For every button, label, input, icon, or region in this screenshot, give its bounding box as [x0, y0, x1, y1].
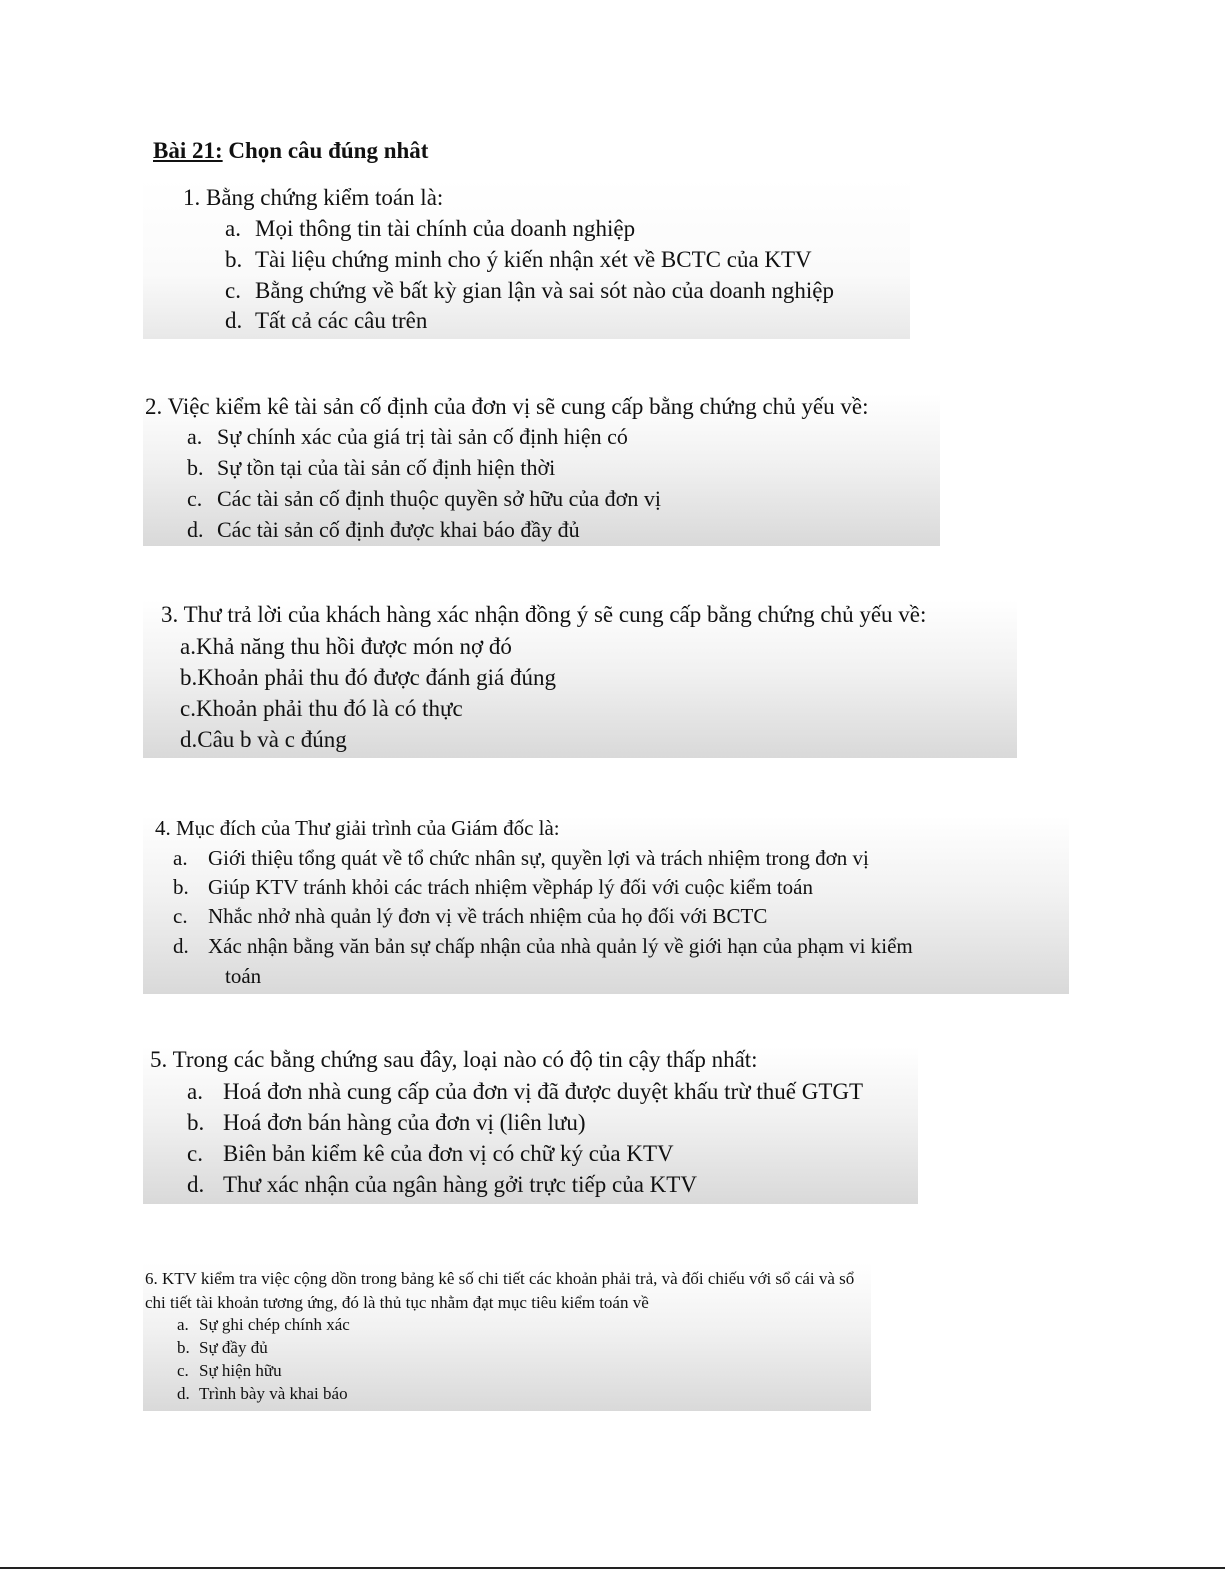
option-b: b. Sự tồn tại của tài sản cố định hiện thời [187, 455, 556, 480]
option-d-continuation: toán [225, 964, 262, 988]
question-2 [143, 394, 940, 546]
option-c: c. Nhắc nhở nhà quản lý đơn vị về trách nhiệm của họ đối với BCTC [173, 904, 768, 928]
question-6 [143, 1263, 871, 1411]
question-stem: 5. Trong các bằng chứng sau đây, loại nào có độ tin cậy thấp nhất: [150, 1047, 758, 1072]
option-d: d. Thư xác nhận của ngân hàng gởi trực tiếp của KTV [187, 1172, 697, 1197]
option-b: b. Sự đầy đủ [177, 1338, 268, 1357]
option-b: b.Khoản phải thu đó được đánh giá đúng [180, 665, 556, 690]
question-stem: 2. Việc kiểm kê tài sản cố định của đơn vị sẽ cung cấp bằng chứng chủ yếu về: [145, 394, 869, 419]
option-d: d. Trình bày và khai báo [177, 1384, 348, 1403]
question-stem: 3. Thư trả lời của khách hàng xác nhận đồng ý sẽ cung cấp bằng chứng chủ yếu về: [161, 602, 927, 627]
exercise-number: Bài 21: [153, 138, 223, 163]
option-d: d. Tất cả các câu trên [225, 308, 428, 333]
page-bottom-divider [0, 1567, 1225, 1569]
exercise-instruction: Chọn câu đúng nhât [222, 138, 429, 163]
question-5 [143, 1047, 918, 1204]
question-stem: 6. KTV kiểm tra việc cộng dồn trong bảng kê số chi tiết các khoản phải trả, và đối chiếu với sổ cái và sổ chi tiết tài khoản tương ứng, đó là thủ tục nhằm đạt mục tiêu kiểm toán về [145, 1269, 855, 1312]
option-c: c. Biên bản kiểm kê của đơn vị có chữ ký của KTV [187, 1141, 674, 1166]
option-a: a. Sự chính xác của giá trị tài sản cố định hiện có [187, 424, 628, 449]
option-a: a. Sự ghi chép chính xác [177, 1315, 350, 1334]
option-c: c.Khoản phải thu đó là có thực [180, 696, 463, 721]
question-1 [143, 178, 910, 339]
question-3 [143, 600, 1017, 758]
option-d: d. Các tài sản cố định được khai báo đầy đủ [187, 517, 580, 542]
option-b: b. Giúp KTV tránh khỏi các trách nhiệm vềpháp lý đối với cuộc kiểm toán [173, 875, 813, 899]
option-a: a. Hoá đơn nhà cung cấp của đơn vị đã được duyệt khấu trừ thuế GTGT [187, 1079, 864, 1104]
question-stem: 4. Mục đích của Thư giải trình của Giám đốc là: [155, 816, 560, 840]
option-d: d.Câu b và c đúng [180, 727, 347, 752]
option-d: d. Xác nhận bằng văn bản sự chấp nhận của nhà quản lý về giới hạn của phạm vi kiểm [173, 934, 913, 958]
option-b: b. Tài liệu chứng minh cho ý kiến nhận xét về BCTC của KTV [225, 247, 812, 272]
option-c: c. Bằng chứng về bất kỳ gian lận và sai sót nào của doanh nghiệp [225, 278, 835, 303]
question-4 [143, 816, 1069, 994]
option-a: a. Mọi thông tin tài chính của doanh nghiệp [225, 216, 636, 241]
question-stem: 1. Bằng chứng kiểm toán là: [183, 185, 444, 210]
exercise-title [153, 138, 428, 164]
option-c: c. Các tài sản cố định thuộc quyền sở hữu của đơn vị [187, 486, 661, 511]
option-a: a.Khả năng thu hồi được món nợ đó [180, 634, 512, 659]
option-a: a. Giới thiệu tổng quát về tổ chức nhân sự, quyền lợi và trách nhiệm trong đơn vị [173, 846, 869, 870]
option-c: c. Sự hiện hữu [177, 1361, 282, 1380]
option-b: b. Hoá đơn bán hàng của đơn vị (liên lưu) [187, 1110, 586, 1135]
